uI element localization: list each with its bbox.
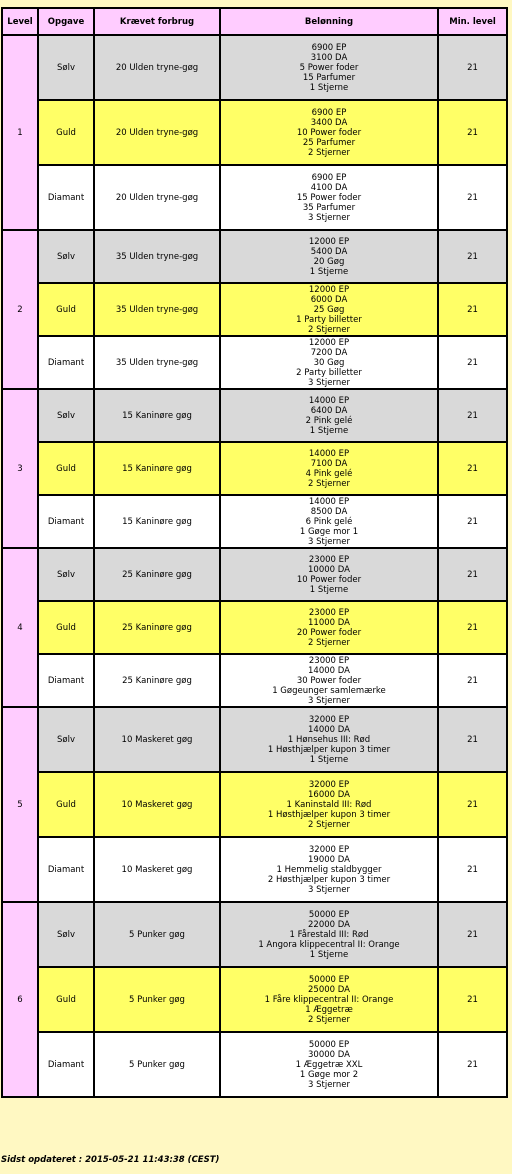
reward-line: 1 Party billetter [296, 314, 362, 325]
header-level: Level [2, 8, 38, 35]
reward-line: 14000 DA [308, 724, 350, 735]
reward-line: 23000 EP [308, 607, 350, 618]
reward-cell [220, 837, 438, 902]
last-updated: Sidst opdateret : 2015-05-21 11:43:38 (CEST) [1, 1155, 220, 1165]
reward-line: 8500 DA [310, 506, 348, 517]
required-cell: 5 Punker gøg [94, 967, 220, 1032]
reward-line: 32000 EP [308, 844, 350, 855]
task-type-cell: Sølv [38, 389, 94, 442]
level-cell: 3 [2, 389, 38, 548]
level-cell: 4 [2, 548, 38, 707]
reward-line: 2 Stjerner [308, 637, 350, 648]
level-cell: 6 [2, 902, 38, 1097]
reward-cell [220, 165, 438, 230]
reward-line: 2 Stjerner [308, 819, 350, 830]
required-cell: 15 Kaninøre gøg [94, 495, 220, 548]
reward-line: 23000 EP [308, 554, 350, 565]
reward-cell [220, 772, 438, 837]
rewards-table [1, 7, 508, 1098]
task-type-cell: Guld [38, 772, 94, 837]
required-cell: 35 Ulden tryne-gøg [94, 283, 220, 336]
reward-line: 1 Æggetræ XXL [295, 1059, 363, 1070]
required-cell: 25 Kaninøre gøg [94, 654, 220, 707]
min-level-cell: 21 [438, 336, 507, 389]
reward-line: 10 Power foder [296, 574, 362, 585]
reward-line: 30 Gøg [313, 357, 345, 368]
table-body [2, 35, 507, 1097]
task-type-cell: Guld [38, 601, 94, 654]
table-row [2, 902, 507, 967]
reward-line: 3100 DA [310, 52, 348, 63]
task-type-cell: Guld [38, 100, 94, 165]
header-min-level: Min. level [438, 8, 507, 35]
min-level-cell: 21 [438, 707, 507, 772]
task-type-cell: Guld [38, 967, 94, 1032]
reward-line: 1 Stjerne [309, 425, 349, 436]
table-row [2, 601, 507, 654]
reward-line: 3 Stjerner [308, 536, 350, 547]
reward-line: 11000 DA [308, 617, 350, 628]
reward-line: 1 Stjerne [309, 949, 349, 960]
task-type-cell: Sølv [38, 35, 94, 100]
table-row [2, 654, 507, 707]
reward-line: 4100 DA [310, 182, 348, 193]
reward-line: 30 Power foder [296, 675, 362, 686]
required-cell: 5 Punker gøg [94, 902, 220, 967]
reward-line: 20 Power foder [296, 627, 362, 638]
reward-line: 1 Fåre klippecentral II: Orange [264, 994, 394, 1005]
required-cell: 15 Kaninøre gøg [94, 442, 220, 495]
task-type-cell: Sølv [38, 902, 94, 967]
task-type-cell: Diamant [38, 654, 94, 707]
level-cell: 1 [2, 35, 38, 230]
reward-line: 12000 EP [308, 236, 350, 247]
reward-cell [220, 495, 438, 548]
task-type-cell: Diamant [38, 165, 94, 230]
header-task: Opgave [38, 8, 94, 35]
reward-cell [220, 601, 438, 654]
reward-cell [220, 230, 438, 283]
required-cell: 15 Kaninøre gøg [94, 389, 220, 442]
reward-line: 12000 EP [308, 337, 350, 348]
reward-line: 50000 EP [308, 974, 350, 985]
reward-line: 3 Stjerner [308, 377, 350, 388]
required-cell: 10 Maskeret gøg [94, 837, 220, 902]
reward-cell [220, 389, 438, 442]
reward-line: 2 Pink gelé [305, 415, 353, 426]
reward-line: 1 Hønsehus III: Rød [287, 734, 371, 745]
task-type-cell: Sølv [38, 230, 94, 283]
reward-line: 1 Stjerne [309, 584, 349, 595]
min-level-cell: 21 [438, 230, 507, 283]
reward-line: 14000 EP [308, 496, 350, 507]
reward-cell [220, 336, 438, 389]
table-row [2, 1032, 507, 1097]
reward-line: 2 Party billetter [296, 367, 362, 378]
level-cell: 5 [2, 707, 38, 902]
reward-line: 1 Gøgeunger samlemærke [272, 685, 386, 696]
required-cell: 20 Ulden tryne-gøg [94, 165, 220, 230]
reward-cell [220, 967, 438, 1032]
table-row [2, 100, 507, 165]
reward-line: 2 Høsthjælper kupon 3 timer [267, 874, 391, 885]
required-cell: 35 Ulden tryne-gøg [94, 230, 220, 283]
table-row [2, 837, 507, 902]
reward-line: 50000 EP [308, 1039, 350, 1050]
reward-cell [220, 100, 438, 165]
reward-line: 19000 DA [308, 854, 350, 865]
table-row [2, 336, 507, 389]
reward-line: 1 Stjerne [309, 754, 349, 765]
reward-line: 6900 EP [311, 42, 347, 53]
min-level-cell: 21 [438, 165, 507, 230]
reward-line: 7100 DA [310, 458, 348, 469]
task-type-cell: Diamant [38, 495, 94, 548]
min-level-cell: 21 [438, 548, 507, 601]
header-row [2, 8, 507, 35]
required-cell: 25 Kaninøre gøg [94, 548, 220, 601]
min-level-cell: 21 [438, 902, 507, 967]
reward-line: 7200 DA [310, 347, 348, 358]
reward-line: 35 Parfumer [302, 202, 356, 213]
reward-line: 6900 EP [311, 107, 347, 118]
reward-line: 1 Kaninstald III: Rød [286, 799, 372, 810]
reward-line: 15 Parfumer [302, 72, 356, 83]
reward-line: 3 Stjerner [308, 695, 350, 706]
task-type-cell: Guld [38, 283, 94, 336]
task-type-cell: Diamant [38, 1032, 94, 1097]
reward-line: 25 Gøg [313, 304, 345, 315]
reward-line: 1 Fårestald III: Rød [289, 929, 369, 940]
reward-line: 23000 EP [308, 655, 350, 666]
reward-cell [220, 442, 438, 495]
task-type-cell: Diamant [38, 837, 94, 902]
level-cell: 2 [2, 230, 38, 389]
table-row [2, 442, 507, 495]
required-cell: 10 Maskeret gøg [94, 707, 220, 772]
reward-line: 15 Power foder [296, 192, 362, 203]
task-type-cell: Guld [38, 442, 94, 495]
required-cell: 20 Ulden tryne-gøg [94, 35, 220, 100]
reward-line: 14000 DA [308, 665, 350, 676]
reward-line: 20 Gøg [313, 256, 345, 267]
reward-cell [220, 548, 438, 601]
min-level-cell: 21 [438, 601, 507, 654]
required-cell: 20 Ulden tryne-gøg [94, 100, 220, 165]
reward-line: 1 Stjerne [309, 82, 349, 93]
reward-line: 32000 EP [308, 779, 350, 790]
min-level-cell: 21 [438, 837, 507, 902]
reward-line: 25000 DA [308, 984, 350, 995]
reward-line: 14000 EP [308, 395, 350, 406]
min-level-cell: 21 [438, 495, 507, 548]
reward-line: 16000 DA [308, 789, 350, 800]
task-type-cell: Sølv [38, 707, 94, 772]
table-row [2, 495, 507, 548]
required-cell: 5 Punker gøg [94, 1032, 220, 1097]
reward-line: 10 Power foder [296, 127, 362, 138]
reward-line: 1 Æggetræ [305, 1004, 353, 1015]
table-row [2, 283, 507, 336]
reward-cell [220, 283, 438, 336]
table-row [2, 389, 507, 442]
reward-line: 14000 EP [308, 448, 350, 459]
reward-line: 3400 DA [310, 117, 348, 128]
min-level-cell: 21 [438, 967, 507, 1032]
min-level-cell: 21 [438, 772, 507, 837]
reward-line: 2 Stjerner [308, 324, 350, 335]
reward-line: 3 Stjerner [308, 1079, 350, 1090]
min-level-cell: 21 [438, 1032, 507, 1097]
required-cell: 35 Ulden tryne-gøg [94, 336, 220, 389]
reward-cell [220, 707, 438, 772]
reward-line: 6900 EP [311, 172, 347, 183]
reward-line: 2 Stjerner [308, 147, 350, 158]
min-level-cell: 21 [438, 389, 507, 442]
table-row [2, 967, 507, 1032]
reward-line: 6000 DA [310, 294, 348, 305]
reward-line: 1 Gøge mor 2 [299, 1069, 359, 1080]
table-row [2, 772, 507, 837]
header-reward: Belønning [220, 8, 438, 35]
reward-line: 30000 DA [308, 1049, 350, 1060]
reward-line: 50000 EP [308, 909, 350, 920]
table-row [2, 165, 507, 230]
required-cell: 25 Kaninøre gøg [94, 601, 220, 654]
required-cell: 10 Maskeret gøg [94, 772, 220, 837]
reward-cell [220, 654, 438, 707]
reward-line: 1 Gøge mor 1 [299, 526, 359, 537]
table-row [2, 707, 507, 772]
reward-line: 22000 DA [308, 919, 350, 930]
min-level-cell: 21 [438, 654, 507, 707]
reward-line: 1 Høsthjælper kupon 3 timer [267, 809, 391, 820]
header-required: Krævet forbrug [94, 8, 220, 35]
reward-line: 1 Stjerne [309, 266, 349, 277]
table-row [2, 35, 507, 100]
table-row [2, 548, 507, 601]
reward-line: 5 Power foder [299, 62, 359, 73]
reward-cell [220, 902, 438, 967]
reward-cell [220, 1032, 438, 1097]
reward-line: 1 Angora klippecentral II: Orange [258, 939, 400, 950]
task-type-cell: Sølv [38, 548, 94, 601]
task-type-cell: Diamant [38, 336, 94, 389]
reward-line: 1 Høsthjælper kupon 3 timer [267, 744, 391, 755]
min-level-cell: 21 [438, 442, 507, 495]
min-level-cell: 21 [438, 100, 507, 165]
reward-cell [220, 35, 438, 100]
reward-line: 3 Stjerner [308, 884, 350, 895]
reward-line: 3 Stjerner [308, 212, 350, 223]
reward-line: 4 Pink gelé [305, 468, 353, 479]
reward-line: 1 Hemmelig staldbygger [276, 864, 382, 875]
reward-line: 12000 EP [308, 284, 350, 295]
reward-line: 5400 DA [310, 246, 348, 257]
reward-line: 6 Pink gelé [305, 516, 353, 527]
min-level-cell: 21 [438, 35, 507, 100]
reward-line: 10000 DA [308, 564, 350, 575]
reward-line: 2 Stjerner [308, 1014, 350, 1025]
min-level-cell: 21 [438, 283, 507, 336]
reward-line: 25 Parfumer [302, 137, 356, 148]
reward-line: 32000 EP [308, 714, 350, 725]
reward-line: 6400 DA [310, 405, 348, 416]
reward-line: 2 Stjerner [308, 478, 350, 489]
table-row [2, 230, 507, 283]
